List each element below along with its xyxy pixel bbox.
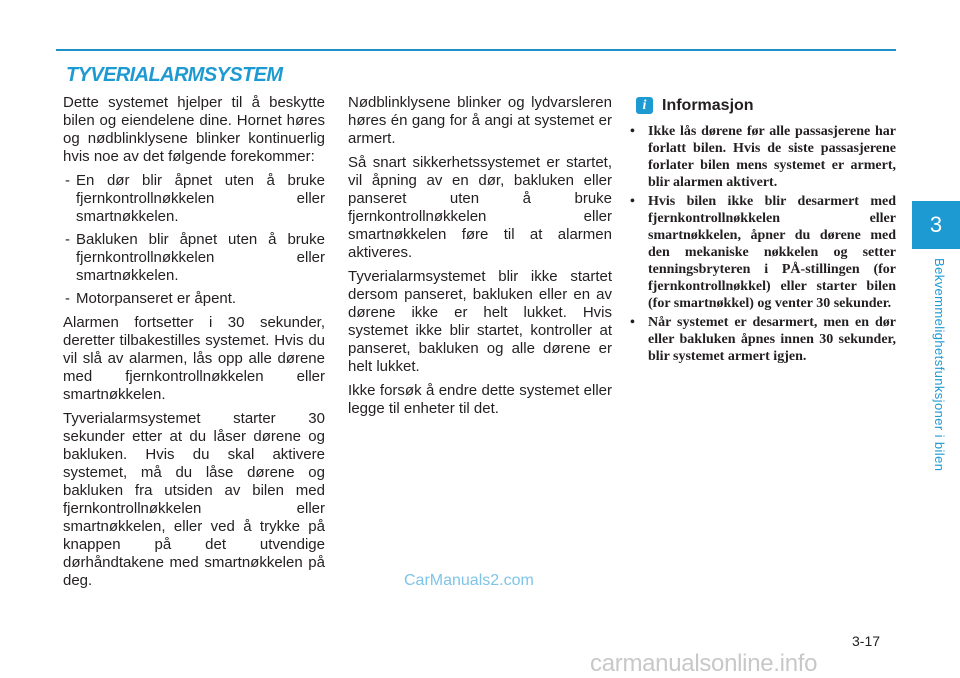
not-started-paragraph: Tyverialarmsystemet blir ikke startet dersom panseret, bakluken eller en av dørene ikke er helt lukket. Hvis systemet ikke blir startet, kontroller at panseret, bakluken og alle dørene er helt lukket. [348, 268, 612, 375]
list-item: - Bakluken blir åpnet uten å bruke fjernkontrollnøkkelen eller smartnøkkelen. [63, 231, 325, 285]
info-icon: i [636, 97, 653, 114]
text-column-1 [63, 94, 325, 596]
modification-warning-paragraph: Ikke forsøk å endre dette systemet eller legge til enheter til det. [348, 382, 612, 417]
header-rule [56, 49, 896, 51]
list-item: - En dør blir åpnet uten å bruke fjernkontrollnøkkelen eller smartnøkkelen. [63, 172, 325, 226]
watermark-bottom: carmanualsonline.info [590, 650, 818, 677]
intro-paragraph: Dette systemet hjelper til å beskytte bilen og eiendelene dine. Hornet høres og nødblinklysene blinker kontinuerlig hvis noe av det følgende forekommer: [63, 94, 325, 165]
trigger-list [63, 172, 325, 308]
page-number: 3-17 [852, 633, 881, 649]
section-title: TYVERIALARMSYSTEM [66, 64, 283, 86]
info-box [622, 96, 896, 367]
activation-paragraph: Tyverialarmsystemet starter 30 sekunder etter at du låser dørene og bakluken. Hvis du skal aktivere systemet, må du låse dørene og bakluken fra utsiden av bilen med fjernkontrollnøkkelen eller smartnøkkelen, eller ved å trykke på knappen på det utvendige dørhåndtakene med smartnøkkelen på deg. [63, 410, 325, 589]
info-list [622, 123, 896, 365]
alarm-duration-paragraph: Alarmen fortsetter i 30 sekunder, deretter tilbakestilles systemet. Hvis du vil slå av alarmen, lås opp alle dørene med fjernkontrollnøkkelen eller smartnøkkelen. [63, 314, 325, 403]
list-item: - Motorpanseret er åpent. [63, 290, 325, 308]
text-column-2 [348, 94, 612, 424]
trigger-paragraph: Så snart sikkerhetssystemet er startet, vil åpning av en dør, bakluken eller panseret uten å bruke fjernkontrollnøkkelen eller smartnøkkelen føre til at alarmen aktiveres. [348, 154, 612, 261]
info-bullet: • Når systemet er desarmert, men en dør eller bakluken åpnes innen 30 sekunder, blir systemet armert igjen. [622, 314, 896, 365]
info-title: Informasjon [662, 97, 754, 114]
armed-signal-paragraph: Nødblinklysene blinker og lydvarsleren høres én gang for å angi at systemet er armert. [348, 94, 612, 147]
chapter-title-vertical: Bekvemmelighetsfunksjoner i bilen [932, 258, 947, 472]
chapter-number-tab: 3 [912, 201, 960, 249]
info-bullet: • Ikke lås dørene før alle passasjerene har forlatt bilen. Hvis de siste passasjerene forlater bilen mens systemet er armert, blir alarmen aktivert. [622, 123, 896, 191]
watermark-top: CarManuals2.com [404, 572, 534, 589]
info-header [622, 96, 896, 120]
info-bullet: • Hvis bilen ikke blir desarmert med fjernkontrollnøkkelen eller smartnøkkelen, åpner du dørene med den mekaniske nøkkelen og setter tenningsbryteren i PÅ-stillingen (for fjernkontrollnøkkel) eller starter bilen (for smartnøkkel) og venter 30 sekunder. [622, 193, 896, 312]
